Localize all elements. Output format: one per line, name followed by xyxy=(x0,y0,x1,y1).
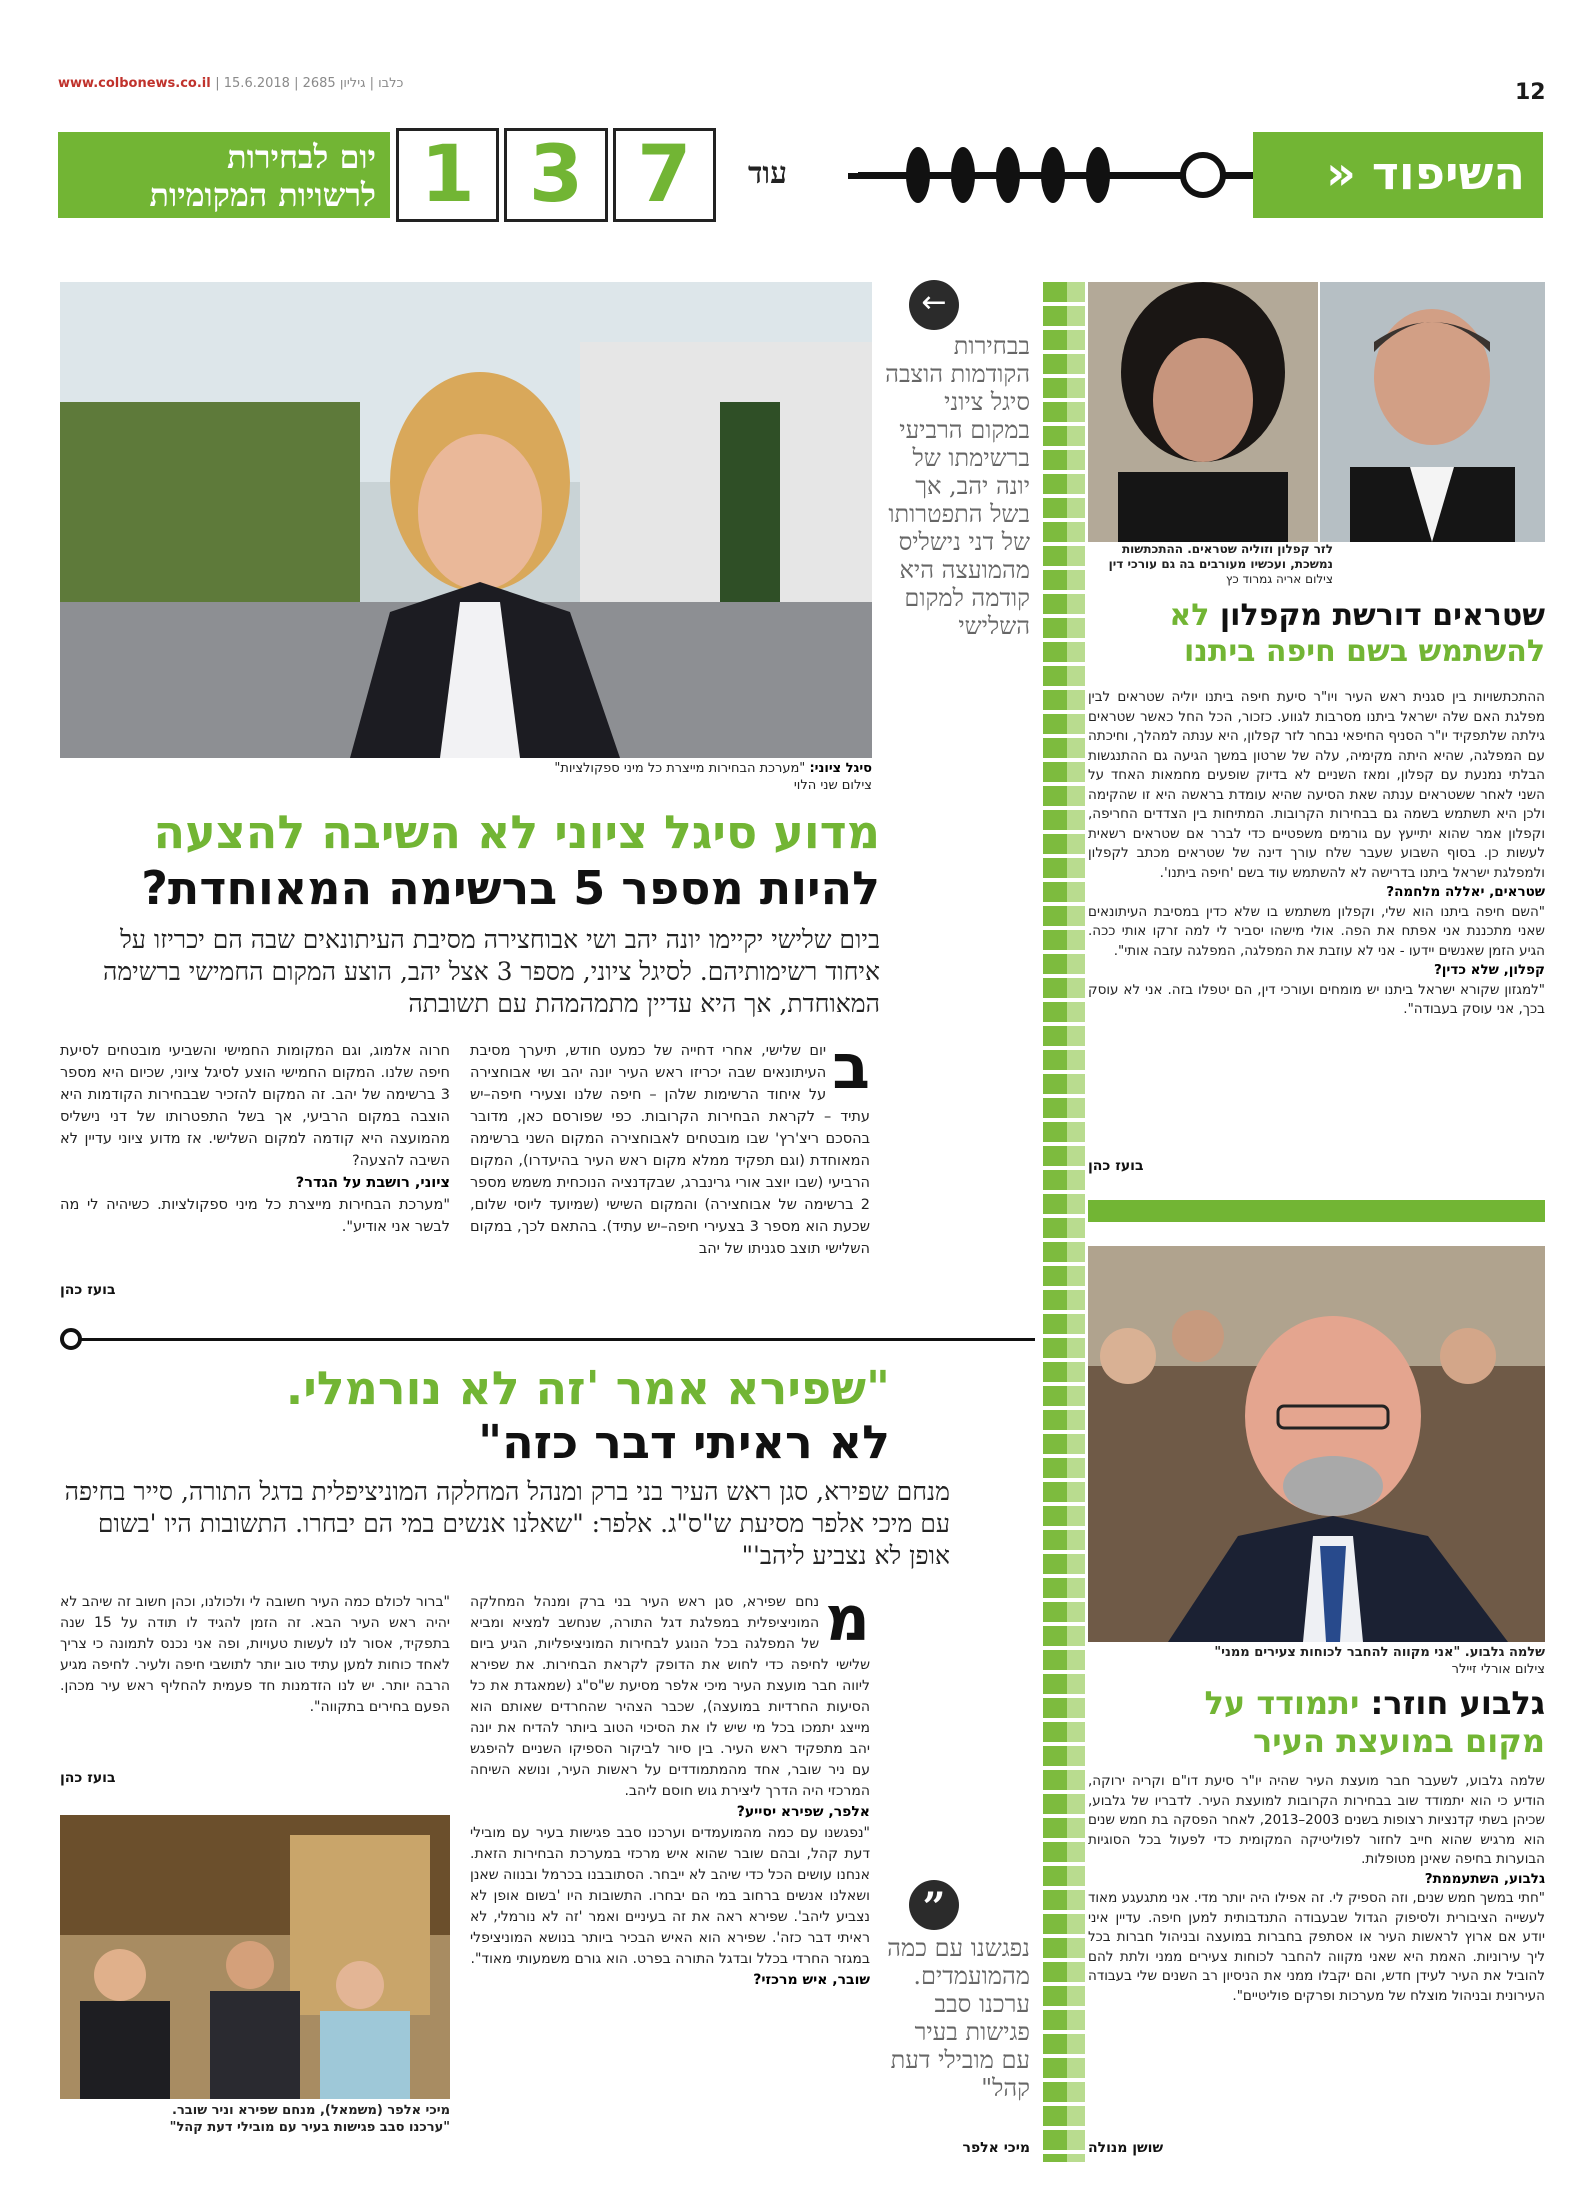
shapira-answer-1: "נפגשנו עם כמה מהמועמדים וערכנו סבב פגישות בעיר עם מובילי דעת קהל, ובהם שובר שהוא איש מרכזי במערכת הבחירות הזאת. אנחנו עושים הכל כדי שיהב לא ייבחר. הסתובבנו בכרמל ובנווה שאנן ושאלנו אנשים ברחוב במי הם יבחרו. התשובות היו 'בשום אופן לא נצביע ליהב'. שפירא ראה את זה בעיניים ואמר 'זה לא נורמלי, לא ראיתי דבר כזה'. שפירא הוא האיש הבכיר ביותר בנושא המוניציפלי במגזר החרדי בכלל ובדגל התורה בפרט. הוא גורם משמעותי מאוד". xyxy=(470,1825,870,1967)
ziyoni-subhead: ביום שלישי יקיימו יונה יהב ושי אבוחצירה מסיבת העיתונאים שבה הם יכריזו על איחוד רשימותיהם. לסיגל ציוני, מספר 3 אצל יהב, הוצע המקום החמישי ברשימה המאוחדת, אך היא עדיין מתמהמהת עם תשובתה xyxy=(102,925,880,1018)
sharaim-photo xyxy=(1088,282,1318,542)
sharaim-question-2: קפלון, שלא כדין? xyxy=(1433,962,1545,978)
green-separator xyxy=(1088,1200,1545,1222)
skewer-icon xyxy=(858,142,1288,210)
ziyoni-text-left: חרוה אלמוג, וגם המקומות החמישי והשביעי מובטחים לסיעת חיפה שלנו. המקום החמישי הוצע לסיגל ציוני, שכיום היא מספר 3 ברשימה של יהב. זה המקום להזכיר שבבחירות הקודמות היא הוצבה במקום הרביעי, אך בשל התפטרותו של דני נישליס מהמועצה היא קודמה למקום השלישי. אז מדוע ציוני עדיין לא השיבה להצעה? xyxy=(60,1043,450,1169)
shapira-caption-line-1: מיכי אלפר (משמאל), מנחם שפירא וניר שובר. xyxy=(172,2103,450,2118)
sharaim-headline xyxy=(1088,598,1545,670)
page-number: 12 xyxy=(1515,80,1546,105)
banner xyxy=(58,128,1543,222)
sharaim-question-1: שטראים, יאללה מלחמה? xyxy=(1386,884,1545,900)
shapira-text-left: "ברור לכולם כמה העיר חשובה לי ולכולנו, וכהן חשוב זה שיהב לא יהיה ראש העיר הבא. זה הזמן להגיד לו תודה על 15 שנה בתפקיד, אסור לנו לעשות טעויות, ופה אני נכנס לתמונה כי צריך לאחד כוחות למען עתיד טוב יותר לתושבי חיפה ולעיר. לחיפה מגיע הרבה יותר. יש לנו הזדמנות חד פעמית להחליף ראש עיר מכהן. הפעם בחירים בתקווה". xyxy=(60,1594,451,1715)
sharaim-photo-illustration xyxy=(1088,282,1318,542)
ziyoni-byline: בועז כהן xyxy=(60,1282,116,1298)
masthead-line xyxy=(58,76,403,91)
shapira-headline-green: "שפירא אמר 'זה לא נורמלי. xyxy=(285,1361,890,1415)
sharaim-caption-text: לזר קפלון וזוליה שטראים. ההתכתשות נמשכת, ועכשיו מעורבים בה גם עורכי דין xyxy=(1108,542,1333,571)
ziyoni-column-left xyxy=(60,1040,450,1238)
gilboa-question: גלבוע, השתעממת? xyxy=(1424,1870,1545,1887)
column-divider-stripe xyxy=(1043,282,1067,2162)
gilboa-answer: "חתי במשך חמש שנים, וזה הספיק לי. זה אפילו היה יותר מדי. אני מתגעגע מאוד לעשייה הציבורית ולסיפוק הגדול שבעבודה התנדבותית למען חיפה. עדיין איני יודע אם ארוץ לראשות העיר או אסתפק בחברות במועצה ובניהול חברות בכל ליך עירוניות. האמת היא שאני מקווה להחבר לכוחות צעירים ממני ולתת להם להוביל את העיר לעידן חדש, והם יקבלו ממני את הניסיון רב השנים שלי בעבודה העירונית ובניהול מוצלח של מערכות ופרקים פוליטיים". xyxy=(1088,1890,1545,2004)
shapira-photo-caption xyxy=(60,2102,450,2136)
gilboa-byline: שושן מנולה xyxy=(1088,2140,1164,2156)
ziyoni-pullquote: בבחירות הקודמות הוצבה סיגל ציוני במקום הרביעי ברשימתו של יונה יהב, אך בשל התפטרותו של דני נישליס מהמועצה היא קודמה למקום השלישי xyxy=(885,332,1030,640)
ziyoni-photo-credit: צילום שני הלוי xyxy=(793,778,872,793)
gilboa-headline xyxy=(1088,1684,1545,1760)
gilboa-headline-black: גלבוע חוזר: xyxy=(1370,1684,1545,1722)
shapira-pullquote: נפגשנו עם כמה מהמועמדים. ערכנו סבב פגישות בעיר עם מובילי דעת קהל" xyxy=(887,1934,1030,2102)
ziyoni-answer: "מערכת הבחירות מייצרת כל מיני ספקולציות. כשיהיה לי מה לבשר אני אודיע". xyxy=(60,1197,450,1235)
sharaim-answer-2: "למגזון שקורא ישראל ביתנו יש מומחים ועורכי דין, הם יטפלו בזה. אני לא עוסק בכך, אני עוסק בעבודה". xyxy=(1088,981,1545,1017)
kaplon-photo xyxy=(1320,282,1545,542)
arrow-left-icon: ← xyxy=(909,280,959,330)
story-divider xyxy=(75,1338,1035,1341)
sharaim-headline-green-1: לא xyxy=(1169,598,1210,633)
countdown-line-1: יום לבחירות xyxy=(227,138,376,176)
gilboa-photo-credit: צילום אורלי זיילר xyxy=(1451,1662,1545,1677)
kaplon-photo-illustration xyxy=(1320,282,1545,542)
sharaim-body xyxy=(1088,688,1545,1020)
ziyoni-headline-black: להיות מספר 5 ברשימה המאוחדת? xyxy=(141,861,880,915)
ziyoni-question: ציוני, רושבת על הגדר? xyxy=(295,1175,450,1191)
shapira-headline-black: לא ראיתי דבר כזה" xyxy=(478,1415,890,1469)
sharaim-photo-caption xyxy=(1088,542,1333,587)
sharaim-headline-green-2: להשתמש בשם חיפה ביתנו xyxy=(1183,634,1545,669)
shapira-question-2: שובר, איש מרכזי? xyxy=(753,1972,870,1988)
ziyoni-headline-green: מדוע סיגל ציוני לא השיבה להצעה xyxy=(153,805,880,859)
section-title: השיפוד « xyxy=(1253,132,1543,218)
shapira-pullquote-author: מיכי אלפר xyxy=(962,2140,1030,2156)
shapira-column-right xyxy=(470,1582,870,1991)
gilboa-body xyxy=(1088,1772,1545,2006)
countdown-line-2: לרשויות המקומיות xyxy=(149,176,376,214)
od-label: עוד xyxy=(748,156,788,191)
shapira-subhead: מנחם שפירא, סגן ראש העיר בני ברק ומנהל המחלקה המוניציפלית בדגל התורה, סייר בחיפה עם מיכי אלפר מסיעת ש"ס"ג. אלפר: "שאלנו אנשים במי הם יבחרו. התשובות היו 'בשום אופן לא נצביע ליהב'" xyxy=(64,1477,950,1570)
sharaim-byline: בועז כהן xyxy=(1088,1158,1144,1174)
ziyoni-caption-name: סיגל ציוני: xyxy=(809,761,872,776)
gilboa-photo xyxy=(1088,1246,1545,1642)
shapira-photo-illustration xyxy=(60,1815,450,2099)
shapira-text-right: נחם שפירא, סגן ראש העיר בני ברק ומנהל המחלקה המוניציפלית במפלגת דגל התורה, שנחשב למציא ומביא של המפלגה בכל הנוגע לבחירות המוניציפליות, הגיע ביום שלישי לחיפה כדי לחוש את הדופק לקראת הבחירות. את שפירא ליווה חבר מועצת העיר מיכי אלפר מסיעת ש"ס"ג (שמאגדת את כל הסיעות החרדיות במועצה), שכבר הצהיר שהחרדים שאותם הוא מייצג יתמכו בכל מי שיש לו את הסיכוי הטוב ביותר להדיח את יונה יהב מתפקיד ראש העיר. בין סיור לביקור הספיקו השניים להיפגש עם ניר שובר, אחד מהמתמודדים על ראשות העיר, ונושא השיחה המרכזי היה הדרך ליצירת גוש חוסם ליהב. xyxy=(470,1594,870,1799)
shapira-byline: בועז כהן xyxy=(60,1770,116,1786)
ziyoni-caption-quote: "מערכת הבחירות מייצרת כל מיני ספקולציות" xyxy=(554,761,806,776)
ziyoni-photo xyxy=(60,282,872,758)
gilboa-headline-green-2: מקום במועצת העיר xyxy=(1253,1722,1545,1760)
digit-hundreds: 1 xyxy=(396,128,499,222)
shapira-column-left xyxy=(60,1592,450,1718)
ziyoni-photo-illustration xyxy=(60,282,872,758)
issue-info: | כלבו | גיליון 2685 | 15.6.2018 xyxy=(215,76,404,91)
sharaim-answer-1: "השם חיפה ביתנו הוא שלי, וקפלון משתמש בו שלא כדין במסיבת העיתונאים שאני מתכננת אני אפתח את הפה. אולי מישהו יסביר לי למה זרקו אותי ככה. הגיע הזמן שאנשים יידעו - אני לא עוזבת את המפלגה, המפלגה עזבה אותי". xyxy=(1088,903,1545,959)
sharaim-headline-black: שטראים דורשת מקפלון xyxy=(1219,598,1545,633)
countdown-label xyxy=(58,132,390,218)
gilboa-photo-caption xyxy=(1088,1644,1545,1678)
divider-ring-icon xyxy=(60,1328,82,1350)
ziyoni-column-right xyxy=(470,1030,870,1260)
gilboa-caption-text: שלמה גלבוע. "אני מקווה להחבר לכוחות צעירים ממני" xyxy=(1214,1645,1545,1660)
shapira-photo xyxy=(60,1815,450,2099)
sharaim-text: ההתכתשויות בין סגנית ראש העיר ויו"ר סיעת חיפה ביתנו יוליה שטראים לבין מפלגת האם שלה ישראל ביתנו מסרבות לגווע. כזכור, הכל החל כאשר שטראים גילתה שלתפקיד יו"ר הסניף החיפאי נבחר לזר קפלון, היא ענתה למהלך, וחיכתה עם המפלגה, שהיא היתה מקימיה, עלה של שרטון במשך הגיעה גם ההתנגשות הבלתי נמנעת עם קפלון, ומאז השניים לא בדיוק שופעים מחמאות האחד על השני לאחר ששטראים ענתה שאת הסיעה שהיא עומדת בראשה היא זו שהקימה ולכן היא תשתמש בשמה גם בבחירות הקרובות. המתיחות בין הצדדים החריפה, וקפלון אמר שהוא יתייעץ עם גורמים משפטיים כדי לברר אם שטראים רשאית לעשות כן. בסוף השבוע שעבר שלח עורך דינה של שטראים מכתב לקפלון ולמפלגת ישראל ביתנו בדרישה לא להשתמש עוד בשם 'חיפה ביתנו'. xyxy=(1088,689,1545,881)
gilboa-text: שלמה גלבוע, לשעבר חבר מועצת העיר שהיה יו"ר סיעת דו"ם וקריה ירוקה, הודיע כי הוא יתמודד שוב בבחירות הקרובות למועצת העיר. לדבריו של גלבוע, שכיהן בשתי קדנציות רצופות בשנים 2003–2013, לאחר הפסקה בת חמש שנים הוא מרגיש שהוא חייב לחזור לפוליטיקה המקומית כדי לפעול בכל הסוגיות הבוערות בחיפה שאינן מטופלות. xyxy=(1088,1773,1545,1867)
shapira-question-1: אלפר, שפירא יסייע? xyxy=(736,1804,870,1820)
digit-tens: 3 xyxy=(504,128,607,222)
site-url[interactable]: www.colbonews.co.il xyxy=(58,76,211,91)
ziyoni-text-right: יום שלישי, אחרי דחייה של כמעט חודש, תיערך מסיבת העיתונאים שבה יכריזו ראש העיר יונה יהב ושי אבוחצירה על איחוד הרשימות שלהן – חיפה שלנו וצעירי חיפה–יש עתיד – לקראת הבחירות הקרובות. כפי שפורסם כאן, מדובר בהסכם ריצ'רץ' שבו מובטחים לאבוחצירה המקום השני ברשימה המאוחדת (וגם תפקיד ממלא מקום ראש העיר בהיעדרו), המקום הרביעי (שבו יוצב אורי גרינברג, שבקדנציה הנוכחית משמש מספר 2 ברשימה של אבוחצירה) והמקום השישי (שמיועד ליוסי שלום, שכעת הוא מספר 3 בצעירי חיפה–יש עתיד). בהתאם לכך, במקום השלישי תוצב סגניתו של יהב xyxy=(470,1043,870,1257)
shapira-caption-line-2: "ערכנו סבב פגישות בעיר עם מובילי דעת קהל" xyxy=(169,2120,450,2135)
quote-icon: ” xyxy=(909,1880,959,1930)
ziyoni-dropcap: ב xyxy=(832,1030,870,1103)
gilboa-headline-green-1: יתמודד על xyxy=(1204,1684,1360,1722)
sharaim-photo-credit: צילום אריה גמרוד כץ xyxy=(1225,572,1333,586)
countdown-digits xyxy=(396,128,716,222)
gilboa-photo-illustration xyxy=(1088,1246,1545,1642)
shapira-dropcap: מ xyxy=(825,1582,870,1655)
digit-ones: 7 xyxy=(613,128,716,222)
column-divider-stripe-light xyxy=(1067,282,1085,2162)
ziyoni-photo-caption xyxy=(60,760,872,794)
